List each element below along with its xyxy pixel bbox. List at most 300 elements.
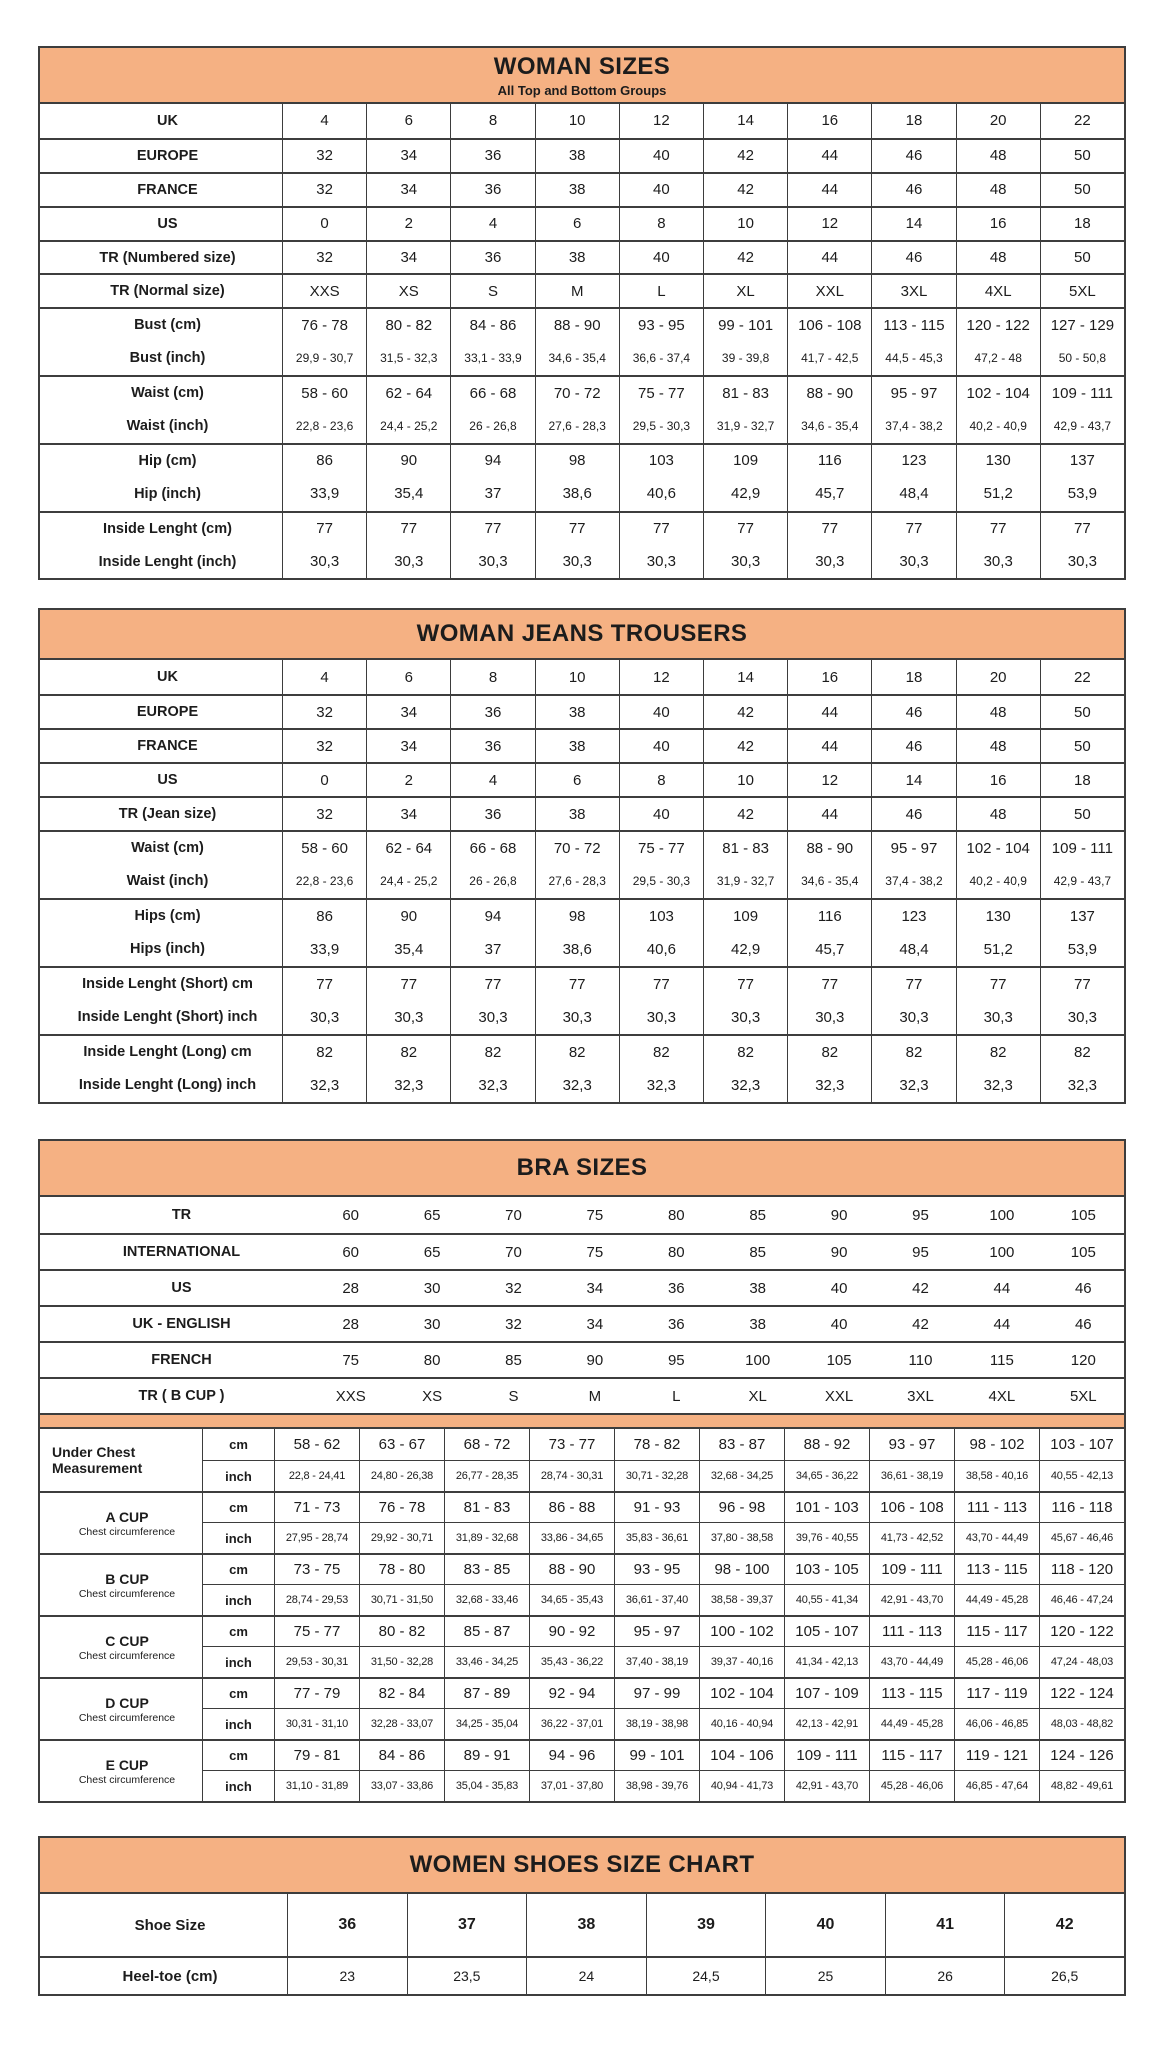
row-label: EUROPE xyxy=(40,694,282,728)
cell: 109 - 111 xyxy=(1040,375,1124,409)
cell: 16 xyxy=(787,660,871,694)
cell: 88 - 90 xyxy=(787,830,871,864)
cell: 32,3 xyxy=(366,1068,450,1102)
cell: 105 - 107 xyxy=(784,1615,869,1646)
cell: 113 - 115 xyxy=(954,1553,1039,1584)
cell: 42,9 - 43,7 xyxy=(1040,864,1124,898)
cell: 62 - 64 xyxy=(366,830,450,864)
cell: 31,9 - 32,7 xyxy=(703,409,787,443)
cell: 89 - 91 xyxy=(444,1739,529,1770)
cell: 95 - 97 xyxy=(871,830,955,864)
cell: 50 xyxy=(1040,172,1124,206)
cup-subtitle: Chest circumference xyxy=(78,1774,176,1787)
cell: 26 - 26,8 xyxy=(450,864,534,898)
cell: 80 - 82 xyxy=(359,1615,444,1646)
cell: 97 - 99 xyxy=(614,1677,699,1708)
cell: 18 xyxy=(871,660,955,694)
cell: 70 xyxy=(473,1233,554,1269)
cell: 30,71 - 31,50 xyxy=(359,1584,444,1615)
cell: 93 - 97 xyxy=(869,1429,954,1460)
cell: 85 - 87 xyxy=(444,1615,529,1646)
cell: 28,74 - 29,53 xyxy=(274,1584,359,1615)
cell: 65 xyxy=(423,1206,441,1224)
cell: 95 xyxy=(912,1206,929,1224)
cell: 41,73 - 42,52 xyxy=(869,1522,954,1553)
cell: 107 - 109 xyxy=(784,1677,869,1708)
shoes-size-grid xyxy=(40,1894,1124,1994)
cell: 75 xyxy=(586,1206,604,1224)
cell: 25 xyxy=(765,1956,885,1994)
cell: 95 - 97 xyxy=(871,375,955,409)
bra-divider-band xyxy=(40,1413,1124,1429)
unit-cm-label: cm xyxy=(202,1553,274,1584)
cell: 24,5 xyxy=(646,1956,766,1994)
cell: 30 xyxy=(391,1305,472,1341)
cell: 30,3 xyxy=(1040,545,1124,579)
cell: 73 - 77 xyxy=(529,1429,614,1460)
cell: 103 - 105 xyxy=(784,1553,869,1584)
cell: 33,46 - 34,25 xyxy=(444,1646,529,1677)
cell: 109 - 111 xyxy=(1040,830,1124,864)
cell: 117 - 119 xyxy=(954,1677,1039,1708)
cell: 42 xyxy=(703,240,787,274)
woman-sizes-table xyxy=(38,46,1126,580)
cell: 51,2 xyxy=(956,932,1040,966)
cell: 82 xyxy=(787,1034,871,1068)
cell: 45,28 - 46,06 xyxy=(954,1646,1039,1677)
cup-name: Under Chest Measurement xyxy=(52,1443,143,1476)
cell: 73 - 75 xyxy=(274,1553,359,1584)
cell: 88 - 90 xyxy=(535,307,619,341)
cell: 34,6 - 35,4 xyxy=(535,341,619,375)
cell: 40 xyxy=(798,1269,879,1305)
cell: 22,8 - 24,41 xyxy=(274,1460,359,1491)
cell: 44 xyxy=(787,694,871,728)
cell: 30,3 xyxy=(450,545,534,579)
cell: 29,92 - 30,71 xyxy=(359,1522,444,1553)
cell: 100 xyxy=(989,1206,1015,1224)
cell: 100 xyxy=(961,1233,1042,1269)
cell: 38,58 - 40,16 xyxy=(954,1460,1039,1491)
cell: 34,6 - 35,4 xyxy=(787,864,871,898)
jeans-trousers-header xyxy=(40,610,1124,660)
cell: 36,22 - 37,01 xyxy=(529,1708,614,1739)
cell: 32 xyxy=(473,1269,554,1305)
cell: 99 - 101 xyxy=(614,1739,699,1770)
cell: 6 xyxy=(535,762,619,796)
cell: 76 - 78 xyxy=(359,1491,444,1522)
cell: 93 - 95 xyxy=(619,307,703,341)
cell: 48 xyxy=(956,694,1040,728)
cell: 77 xyxy=(787,511,871,545)
cell: 42 xyxy=(703,796,787,830)
cell: 100 xyxy=(717,1341,798,1377)
unit-cm-label: cm xyxy=(202,1677,274,1708)
cell: 8 xyxy=(619,762,703,796)
cell: 50 xyxy=(1040,796,1124,830)
cell: 77 xyxy=(956,511,1040,545)
cell: 30,3 xyxy=(1040,1000,1124,1034)
cell: 91 - 93 xyxy=(614,1491,699,1522)
cell: 77 xyxy=(535,511,619,545)
shoes-size-title: WOMEN SHOES SIZE CHART xyxy=(409,1851,755,1879)
cell: 116 - 118 xyxy=(1039,1491,1124,1522)
cell: 36 xyxy=(450,172,534,206)
cell: 113 - 115 xyxy=(871,307,955,341)
cell: 84 - 86 xyxy=(359,1739,444,1770)
cell: 34,65 - 35,43 xyxy=(529,1584,614,1615)
cell: 47,24 - 48,03 xyxy=(1039,1646,1124,1677)
row-label: INTERNATIONAL xyxy=(40,1233,310,1269)
cell: 41 xyxy=(885,1894,1005,1956)
cup-label xyxy=(40,1429,202,1491)
cell: 77 xyxy=(871,966,955,1000)
cell: 137 xyxy=(1040,443,1124,477)
shoes-size-table xyxy=(38,1836,1126,1996)
cell: 38 xyxy=(717,1269,798,1305)
cell: 43,70 - 44,49 xyxy=(954,1522,1039,1553)
cell: 100 - 102 xyxy=(699,1615,784,1646)
cell: 40,2 - 40,9 xyxy=(956,864,1040,898)
row-label: Bust (inch) xyxy=(129,350,206,367)
cell: 102 - 104 xyxy=(956,830,1040,864)
cell: 95 xyxy=(880,1233,961,1269)
cell: 44,49 - 45,28 xyxy=(869,1708,954,1739)
cell: 44 xyxy=(787,172,871,206)
cell: 37 xyxy=(450,932,534,966)
row-label: US xyxy=(40,1269,310,1305)
cell: 12 xyxy=(787,762,871,796)
cell: 51,2 xyxy=(956,477,1040,511)
cup-name: C CUP xyxy=(105,1632,149,1649)
unit-inch-label: inch xyxy=(202,1584,274,1615)
cell: 2 xyxy=(366,206,450,240)
cell: 37,80 - 38,58 xyxy=(699,1522,784,1553)
cell: 34 xyxy=(366,694,450,728)
cell: 32,28 - 33,07 xyxy=(359,1708,444,1739)
cell: 50 xyxy=(1040,728,1124,762)
cell: 42 xyxy=(880,1269,961,1305)
cell: 137 xyxy=(1040,898,1124,932)
cell: 42,9 - 43,7 xyxy=(1040,409,1124,443)
cell: 90 xyxy=(554,1341,635,1377)
cell: 122 - 124 xyxy=(1039,1677,1124,1708)
cell: 123 xyxy=(871,898,955,932)
cell: 40 xyxy=(619,728,703,762)
cell: 32 xyxy=(282,796,366,830)
cell: 44 xyxy=(961,1305,1042,1341)
cell: 30,3 xyxy=(871,545,955,579)
cell: 38 xyxy=(535,694,619,728)
bra-sizes-table xyxy=(38,1139,1126,1803)
cell: 82 xyxy=(703,1034,787,1068)
row-label: Waist (cm) xyxy=(40,375,282,409)
cell: 111 - 113 xyxy=(869,1615,954,1646)
cell: 127 - 129 xyxy=(1040,307,1124,341)
cell: 130 xyxy=(956,443,1040,477)
cell: 81 - 83 xyxy=(703,830,787,864)
cell: 31,89 - 32,68 xyxy=(444,1522,529,1553)
cell: 24,4 - 25,2 xyxy=(366,864,450,898)
cell: 32 xyxy=(282,172,366,206)
cell: 98 - 102 xyxy=(954,1429,1039,1460)
cell: 33,9 xyxy=(282,932,366,966)
woman-sizes-grid xyxy=(40,104,1124,578)
cell: L xyxy=(636,1377,717,1413)
cell: 109 xyxy=(703,443,787,477)
cell: 46 xyxy=(1043,1305,1124,1341)
cell: 70 - 72 xyxy=(535,375,619,409)
cell: 105 xyxy=(1043,1233,1124,1269)
cell: 32 xyxy=(282,240,366,274)
cell: 106 - 108 xyxy=(869,1491,954,1522)
cell: 45,7 xyxy=(787,932,871,966)
cell: 32,3 xyxy=(787,1068,871,1102)
cell: 48,4 xyxy=(871,477,955,511)
row-label: Inside Lenght (Short) inch xyxy=(77,1009,258,1026)
cup-subtitle: Chest circumference xyxy=(78,1712,176,1725)
row-label: TR (Jean size) xyxy=(40,796,282,830)
cell: 88 - 90 xyxy=(787,375,871,409)
cell: 36,61 - 37,40 xyxy=(614,1584,699,1615)
cell: 45,7 xyxy=(787,477,871,511)
cell: 30,3 xyxy=(535,1000,619,1034)
cell: 34 xyxy=(554,1305,635,1341)
cell: 41,7 - 42,5 xyxy=(787,341,871,375)
cell: 28 xyxy=(310,1305,391,1341)
cell: 103 - 107 xyxy=(1039,1429,1124,1460)
cell: S xyxy=(450,273,534,307)
cell: 111 - 113 xyxy=(954,1491,1039,1522)
cell: 4XL xyxy=(961,1377,1042,1413)
cell: 34 xyxy=(366,240,450,274)
woman-sizes-subtitle: All Top and Bottom Groups xyxy=(497,82,667,98)
cell: 16 xyxy=(956,762,1040,796)
cell: 82 xyxy=(871,1034,955,1068)
cell: 46 xyxy=(871,240,955,274)
cell: 40 xyxy=(619,138,703,172)
row-label: Inside Lenght (cm) xyxy=(40,511,282,545)
row-label: TR (Numbered size) xyxy=(40,240,282,274)
cell: 40,2 - 40,9 xyxy=(956,409,1040,443)
cell: 2 xyxy=(366,762,450,796)
cell: 37,01 - 37,80 xyxy=(529,1770,614,1801)
cell: 40,6 xyxy=(619,477,703,511)
cell: 81 - 83 xyxy=(703,375,787,409)
cell: 38,98 - 39,76 xyxy=(614,1770,699,1801)
row-label: UK - ENGLISH xyxy=(40,1305,310,1341)
row-label: Hips (inch) xyxy=(130,941,205,958)
cell: 3XL xyxy=(871,273,955,307)
cell: 42 xyxy=(703,172,787,206)
cell: 10 xyxy=(703,206,787,240)
cell: 30,3 xyxy=(956,545,1040,579)
cell: 38,19 - 38,98 xyxy=(614,1708,699,1739)
cell: 115 xyxy=(961,1341,1042,1377)
cell: 75 xyxy=(310,1341,391,1377)
cell: 75 xyxy=(554,1233,635,1269)
cell: 40 xyxy=(619,796,703,830)
shoes-size-header xyxy=(40,1838,1124,1894)
cell: 42 xyxy=(703,728,787,762)
cell: 30,3 xyxy=(535,545,619,579)
cell: XXS xyxy=(310,1377,391,1413)
cell: 31,5 - 32,3 xyxy=(366,341,450,375)
cell: 36 xyxy=(450,796,534,830)
cell: 77 xyxy=(956,966,1040,1000)
cell: 103 xyxy=(619,443,703,477)
cell: 30,3 xyxy=(619,545,703,579)
cell: 30,3 xyxy=(703,545,787,579)
cell: 80 xyxy=(391,1341,472,1377)
row-label: Hips (cm) xyxy=(40,898,282,932)
cell: 5XL xyxy=(1040,273,1124,307)
cell: 40,55 - 42,13 xyxy=(1039,1460,1124,1491)
cell: 29,5 - 30,3 xyxy=(619,409,703,443)
woman-sizes-header xyxy=(40,48,1124,104)
cell: 46,46 - 47,24 xyxy=(1039,1584,1124,1615)
cell: M xyxy=(535,273,619,307)
cell: 46 xyxy=(871,694,955,728)
cell: 62 - 64 xyxy=(366,375,450,409)
cell: 48,03 - 48,82 xyxy=(1039,1708,1124,1739)
cell: 80 xyxy=(667,1206,685,1224)
woman-sizes-title: WOMAN SIZES xyxy=(493,52,671,80)
cell: 77 xyxy=(282,966,366,1000)
cell: 32 xyxy=(282,728,366,762)
cell: 66 - 68 xyxy=(450,375,534,409)
cell: 5XL xyxy=(1043,1377,1124,1413)
cell: 26 xyxy=(885,1956,1005,1994)
cell: 82 xyxy=(282,1034,366,1068)
cell: 82 - 84 xyxy=(359,1677,444,1708)
cell: 20 xyxy=(956,104,1040,138)
cell: 37,40 - 38,19 xyxy=(614,1646,699,1677)
cell: 34,65 - 36,22 xyxy=(784,1460,869,1491)
cell: 30,3 xyxy=(282,545,366,579)
cell: 8 xyxy=(450,660,534,694)
cell: 63 - 67 xyxy=(359,1429,444,1460)
cell: 22 xyxy=(1040,104,1124,138)
cell: 35,4 xyxy=(366,932,450,966)
cell: 30,3 xyxy=(282,1000,366,1034)
cell: 42,9 xyxy=(703,932,787,966)
row-label: Bust (cm) xyxy=(40,307,282,341)
cell: 87 - 89 xyxy=(444,1677,529,1708)
cell: 27,6 - 28,3 xyxy=(535,409,619,443)
cell: 29,53 - 30,31 xyxy=(274,1646,359,1677)
cell: 77 xyxy=(282,511,366,545)
cell: 48 xyxy=(956,796,1040,830)
cell: 26,77 - 28,35 xyxy=(444,1460,529,1491)
cell: 30 xyxy=(391,1269,472,1305)
cell: 120 xyxy=(1043,1341,1124,1377)
cell: 83 - 87 xyxy=(699,1429,784,1460)
cell: 46 xyxy=(871,796,955,830)
cell: 48,82 - 49,61 xyxy=(1039,1770,1124,1801)
cell: 14 xyxy=(703,104,787,138)
cell: 115 - 117 xyxy=(954,1615,1039,1646)
cell: 40 xyxy=(619,172,703,206)
row-label: Hip (cm) xyxy=(40,443,282,477)
cell: 109 xyxy=(703,898,787,932)
cell: 77 xyxy=(450,966,534,1000)
cell: 50 xyxy=(1040,694,1124,728)
cell: 90 xyxy=(366,443,450,477)
cell: 42,91 - 43,70 xyxy=(784,1770,869,1801)
cell: 77 xyxy=(535,966,619,1000)
cell: 12 xyxy=(619,104,703,138)
cell: 48 xyxy=(956,172,1040,206)
cell: 48 xyxy=(956,728,1040,762)
cell: 37 xyxy=(450,477,534,511)
unit-inch-label: inch xyxy=(202,1522,274,1553)
row-label: FRENCH xyxy=(40,1341,310,1377)
cell: 0 xyxy=(282,762,366,796)
cell: 104 - 106 xyxy=(699,1739,784,1770)
cell: 30,3 xyxy=(450,1000,534,1034)
cell: 58 - 60 xyxy=(282,830,366,864)
cell: 32,3 xyxy=(450,1068,534,1102)
cup-label xyxy=(40,1677,202,1739)
cell: 18 xyxy=(871,104,955,138)
cell: 88 - 92 xyxy=(784,1429,869,1460)
cell: 31,50 - 32,28 xyxy=(359,1646,444,1677)
cell: 30,3 xyxy=(787,1000,871,1034)
jeans-trousers-title: WOMAN JEANS TROUSERS xyxy=(416,620,748,648)
cup-name: B CUP xyxy=(105,1570,149,1587)
cell: 37,4 - 38,2 xyxy=(871,409,955,443)
cell: 14 xyxy=(703,660,787,694)
cell: XXS xyxy=(282,273,366,307)
cell: 77 xyxy=(703,966,787,1000)
unit-cm-label: cm xyxy=(202,1739,274,1770)
cell: 30,3 xyxy=(366,1000,450,1034)
cell: 92 - 94 xyxy=(529,1677,614,1708)
cell: 38 xyxy=(535,138,619,172)
cell: 3XL xyxy=(880,1377,961,1413)
cell: 105 xyxy=(798,1341,879,1377)
cell: 12 xyxy=(787,206,871,240)
cell: 77 xyxy=(450,511,534,545)
cell: 40,6 xyxy=(619,932,703,966)
cell: 77 xyxy=(366,966,450,1000)
cell: 36 xyxy=(450,694,534,728)
cell: 78 - 80 xyxy=(359,1553,444,1584)
cell: 82 xyxy=(956,1034,1040,1068)
bra-sizes-grid xyxy=(40,1197,1124,1413)
row-label: Inside Lenght (Long) inch xyxy=(78,1077,257,1094)
cell: 36,6 - 37,4 xyxy=(619,341,703,375)
row-label: UK xyxy=(157,112,178,129)
cell: 71 - 73 xyxy=(274,1491,359,1522)
cell: 20 xyxy=(956,660,1040,694)
cell: 32,3 xyxy=(619,1068,703,1102)
cell: 60 xyxy=(310,1233,391,1269)
cell: 76 - 78 xyxy=(282,307,366,341)
cell: 95 xyxy=(636,1341,717,1377)
cup-name: E CUP xyxy=(105,1756,149,1773)
cell: 32,3 xyxy=(871,1068,955,1102)
cell: 30,3 xyxy=(956,1000,1040,1034)
cell: 42 xyxy=(703,138,787,172)
cell: 119 - 121 xyxy=(954,1739,1039,1770)
row-label: Heel-toe (cm) xyxy=(40,1956,287,1994)
cell: 106 - 108 xyxy=(787,307,871,341)
row-label: TR xyxy=(171,1207,192,1224)
cell: 8 xyxy=(450,104,534,138)
cell: 10 xyxy=(535,660,619,694)
